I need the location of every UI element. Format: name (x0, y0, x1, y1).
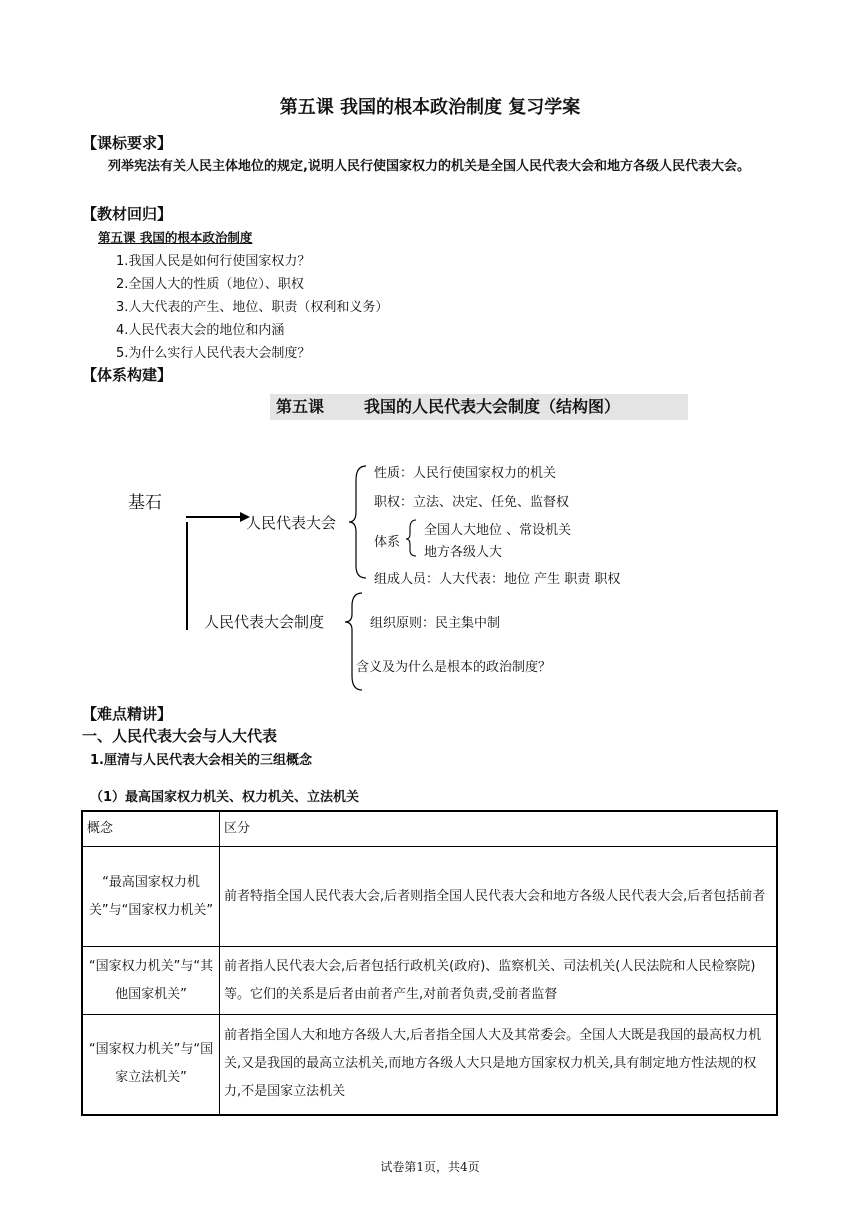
difficult-heading: 一、人民代表大会与人大代表 (82, 727, 278, 745)
comparison-table (81, 810, 778, 1116)
table-cell: 前者特指全国人民代表大会,后者则指全国人民代表大会和地方各级人民代表大会,后者包括前者 (220, 847, 778, 947)
review-lesson: 第五课 我国的根本政治制度 (98, 230, 253, 245)
table-header-cell: 区分 (220, 811, 778, 847)
table-cell: 前者指全国人大和地方各级人大,后者指全国人大及其常委会。全国人大既是我国的最高权力机关,又是我国的最高立法机关,而地方各级人大只是地方国家权力机关,具有制定地方性法规的权力,不是国家立法机关 (220, 1015, 778, 1115)
table-row (82, 1015, 777, 1115)
review-item: 3.人大代表的产生、地位、职责（权利和义务） (116, 300, 389, 315)
system-item: 地方各级人大 (424, 545, 503, 560)
members-text: 组成人员：人大代表：地位 产生 职责 职权 (374, 572, 621, 587)
nature-text: 性质：人民行使国家权力的机关 (374, 466, 557, 481)
review-item: 4.人民代表大会的地位和内涵 (116, 323, 285, 338)
system-brace (406, 520, 416, 556)
section-review: 【教材回归】 (82, 205, 173, 223)
table-row (82, 847, 777, 947)
curriculum-text: 列举宪法有关人民主体地位的规定,说明人民行使国家权力的机关是全国人民代表大会和地方各级人民代表大会。 (108, 159, 750, 174)
table-cell: 前者指人民代表大会,后者包括行政机关(政府)、监察机关、司法机关(人民法院和人民检察院)等。它们的关系是后者由前者产生,对前者负责,受前者监督 (220, 947, 778, 1015)
review-item: 5.为什么实行人民代表大会制度？ (116, 346, 311, 361)
table-cell: “国家权力机关”与“其他国家机关” (82, 947, 220, 1015)
difficult-point2: （1）最高国家权力机关、权力机关、立法机关 (90, 790, 360, 805)
structure-title-lesson: 第五课 (276, 397, 325, 416)
page-footer: 试卷第1页，共4页 (380, 1160, 480, 1174)
table-header-row (82, 811, 777, 847)
npc-brace (349, 466, 366, 578)
table-row (82, 947, 777, 1015)
system-label: 体系 (374, 535, 401, 550)
table-cell: “国家权力机关”与“国家立法机关” (82, 1015, 220, 1115)
table-cell: “最高国家权力机关”与“国家权力机关” (82, 847, 220, 947)
system-brace-large (345, 593, 362, 690)
table-header-cell: 概念 (82, 811, 220, 847)
foundation-label: 基石 (128, 493, 162, 513)
npc-label: 人民代表大会 (246, 514, 337, 532)
structure-title-text: 我国的人民代表大会制度（结构图） (364, 397, 621, 416)
principle-text: 组织原则：民主集中制 (370, 616, 501, 631)
system-item: 全国人大地位 、常设机关 (424, 523, 572, 538)
section-system: 【体系构建】 (82, 366, 173, 384)
difficult-point1: 1.厘清与人民代表大会相关的三组概念 (90, 753, 312, 768)
powers-text: 职权：立法、决定、任免、监督权 (374, 495, 570, 510)
meaning-text: 含义及为什么是根本的政治制度？ (356, 660, 552, 675)
review-item: 1.我国人民是如何行使国家权力？ (116, 254, 311, 269)
section-curriculum: 【课标要求】 (82, 134, 173, 152)
review-item: 2.全国人大的性质（地位）、职权 (116, 277, 304, 292)
congress-system-label: 人民代表大会制度 (204, 613, 325, 631)
page-title: 第五课 我国的根本政治制度 复习学案 (279, 97, 581, 118)
section-difficult: 【难点精讲】 (82, 705, 173, 723)
